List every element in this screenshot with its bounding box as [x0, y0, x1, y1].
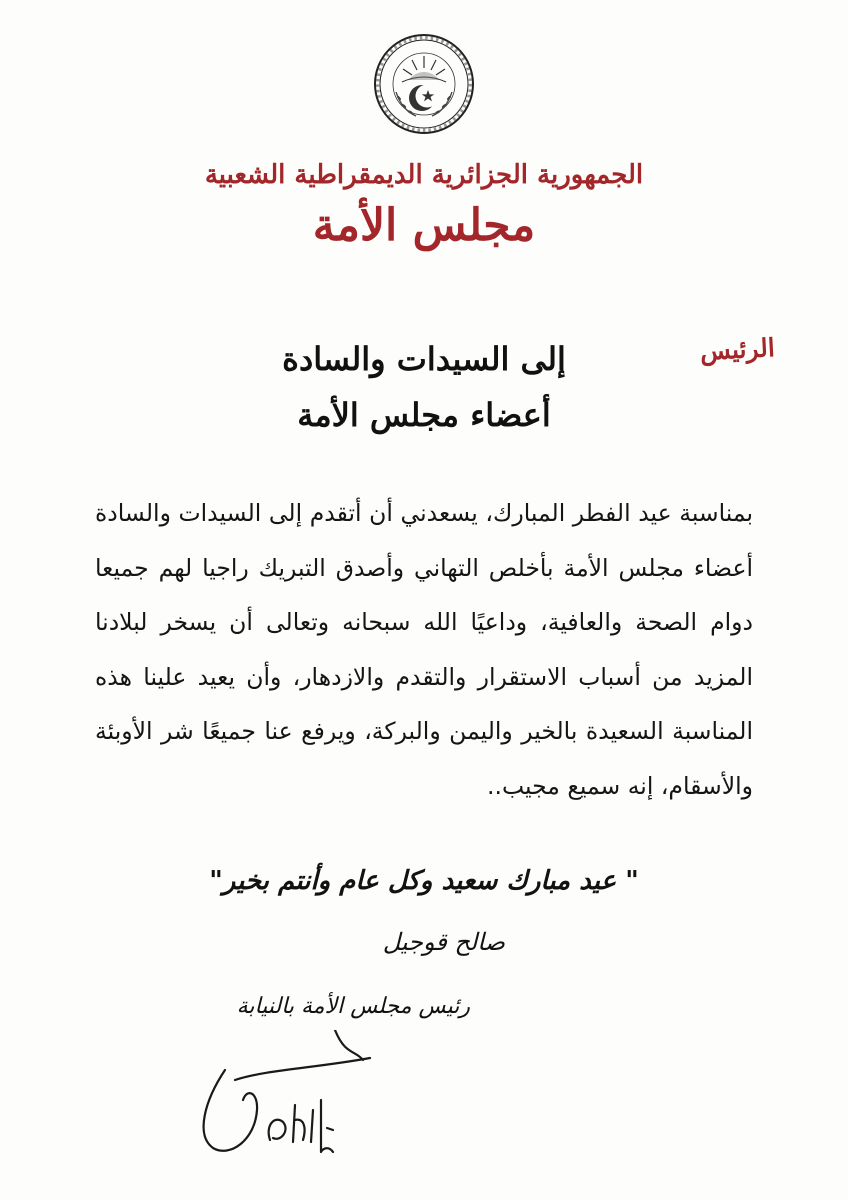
state-seal-icon — [372, 32, 476, 136]
address-line-2: أعضاء مجلس الأمة — [297, 396, 551, 434]
republic-heading: الجمهورية الجزائرية الديمقراطية الشعبية — [204, 160, 644, 190]
signer-title: رئيس مجلس الأمة بالنيابة — [236, 994, 470, 1019]
signer-name: صالح قوجيل — [382, 928, 505, 956]
letter-body: بمناسبة عيد الفطر المبارك، يسعدني أن أتقدم إلى السيدات والسادة أعضاء مجلس الأمة بأخلص التهاني وأصدق التبريك راجيا لهم جميعا دوام الصحة والعافية، وداعيًا الله سبحانه وتعالى أن يسخر لبلادنا المزيد من أسباب الاستقرار والتقدم والازدهار، وأن يعيد علينا هذه المناسبة السعيدة بالخير واليمن والبركة، ويرفع عنا جميعًا شر الأوبئة والأسقام، إنه سميع مجيب.. — [95, 499, 753, 800]
president-mark: الرئيس — [699, 333, 776, 366]
council-heading: مجلس الأمة — [312, 200, 536, 251]
eid-wish: " عيد مبارك سعيد وكل عام وأنتم بخير" — [209, 866, 639, 896]
signature-mark — [195, 1030, 395, 1160]
address-line-1: إلى السيدات والسادة — [282, 340, 566, 378]
